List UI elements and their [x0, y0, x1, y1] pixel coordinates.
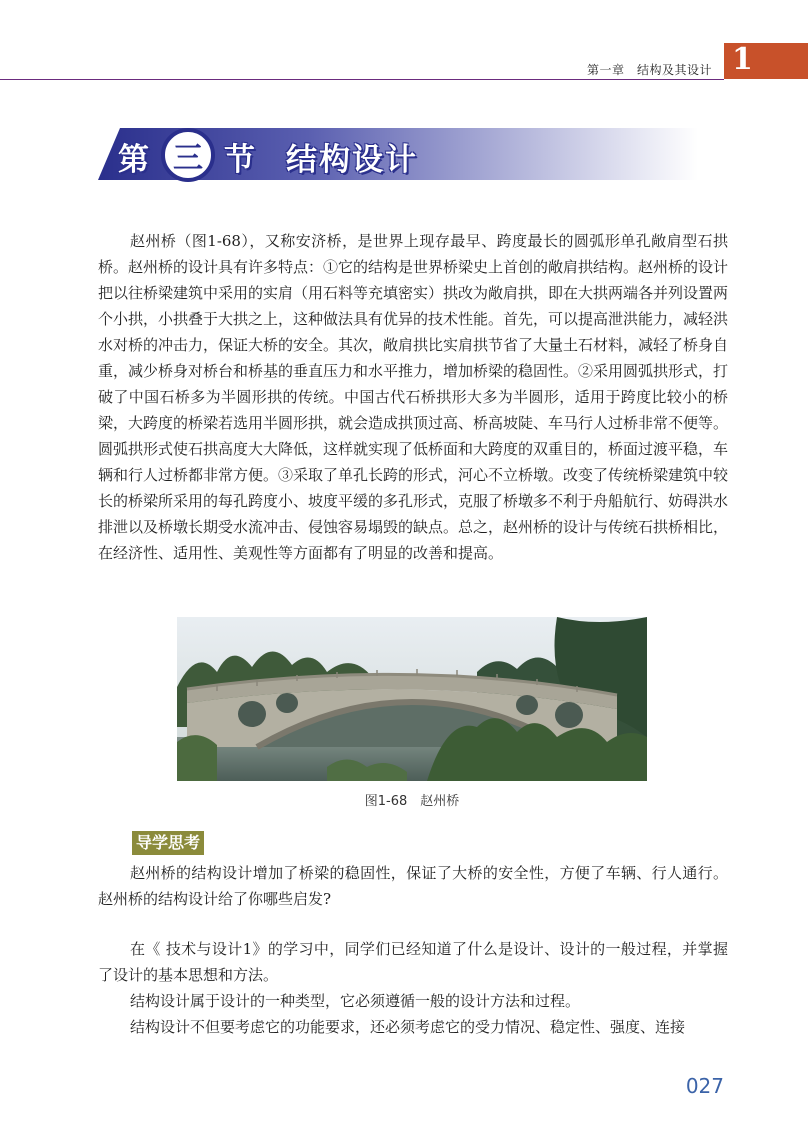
bridge-photo-icon — [177, 617, 647, 781]
chapter-number: 1 — [732, 42, 753, 77]
paragraph-2: 在《 技术与设计1》的学习中，同学们已经知道了什么是设计、设计的一般过程，并掌握了设计的基本思想和方法。 — [98, 940, 728, 984]
guide-label: 导学思考 — [132, 831, 204, 855]
paragraph-4: 结构设计不但要考虑它的功能要求，还必须考虑它的受力情况、稳定性、强度、连接 — [130, 1018, 686, 1036]
page-number: 027 — [685, 1074, 724, 1098]
section-title: 结构设计 — [286, 142, 418, 178]
header-rule — [0, 79, 724, 80]
bridge-photo — [177, 617, 647, 781]
intro-paragraph: 赵州桥（图1-68），又称安济桥，是世界上现存最早、跨度最长的圆弧形单孔敞肩型石拱桥。赵州桥的设计具有许多特点：①它的结构是世界桥梁史上首创的敞肩拱结构。赵州桥的设计把以往桥梁建筑中采用的实肩（用石料等充填密实）拱改为敞肩拱，即在大拱两端各并列设置两个小拱，小拱叠于大拱之上，这种做法具有优异的技术性能。首先，可以提高泄洪能力，减轻洪水对桥的冲击力，保证大桥的安全。其次，敞肩拱比实肩拱节省了大量土石材料，减轻了桥身自重，减少桥身对桥台和桥基的垂直压力和水平推力，增加桥梁的稳固性。②采用圆弧拱形式，打破了中国石桥多为半圆形拱的传统。中国古代石桥拱形大多为半圆形，适用于跨度比较小的桥梁，大跨度的桥梁若选用半圆形拱，就会造成拱顶过高、桥高坡陡、车马行人过桥非常不便等。圆弧拱形式使石拱高度大大降低，这样就实现了低桥面和大跨度的双重目的，桥面过渡平稳，车辆和行人过桥都非常方便。③采取了单孔长跨的形式，河心不立桥墩。改变了传统桥梁建筑中较长的桥梁所采用的每孔跨度小、坡度平缓的多孔形式，克服了桥墩多不利于舟船航行、妨碍洪水排泄以及桥墩长期受水流冲击、侵蚀容易塌毁的缺点。总之，赵州桥的设计与传统石拱桥相比，在经济性、适用性、美观性等方面都有了明显的改善和提高。 — [98, 232, 729, 562]
running-title: 第一章 结构及其设计 — [586, 63, 712, 77]
section-suffix: 节 — [224, 142, 255, 178]
guide-question: 赵州桥的结构设计增加了桥梁的稳固性，保证了大桥的安全性，方便了车辆、行人通行。赵州桥的结构设计给了你哪些启发? — [98, 864, 728, 908]
section-number-circle: 三 — [161, 128, 215, 182]
paragraph-3: 结构设计属于设计的一种类型，它必须遵循一般的设计方法和过程。 — [130, 992, 581, 1010]
section-prefix: 第 — [118, 142, 149, 178]
figure-caption: 图1-68 赵州桥 — [364, 794, 460, 809]
section-banner — [98, 128, 698, 180]
